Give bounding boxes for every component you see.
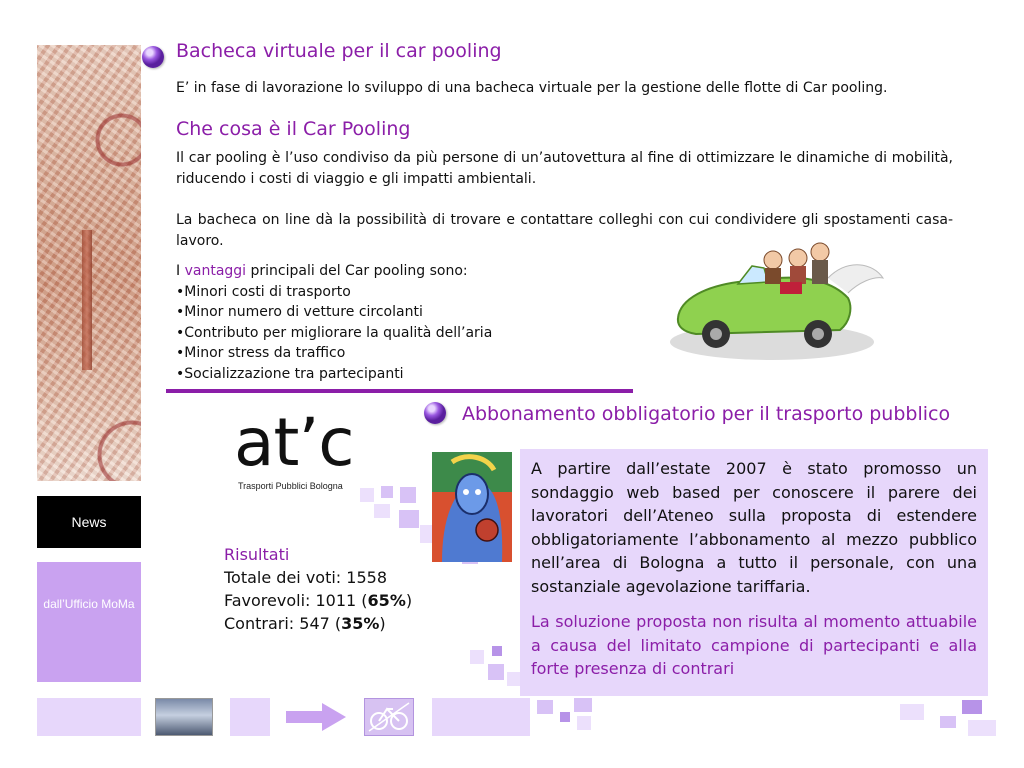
arrow-right-icon[interactable] xyxy=(286,702,346,732)
list-item: •Minori costi di trasporto xyxy=(176,283,351,300)
section2-title: Che cosa è il Car Pooling xyxy=(176,118,411,140)
bottom-strip-tile xyxy=(432,698,530,736)
decorative-square xyxy=(399,510,419,528)
advantages-list xyxy=(176,261,656,384)
advantages-heading xyxy=(176,261,656,282)
section-divider xyxy=(166,389,633,393)
against-label: Contrari: 547 ( xyxy=(224,614,342,633)
purple-sphere-icon xyxy=(424,402,446,424)
total-value: 1558 xyxy=(346,568,387,587)
decorative-square xyxy=(574,698,592,712)
list-item: •Minor stress da traffico xyxy=(176,345,346,361)
results-heading: Risultati xyxy=(224,545,290,564)
purple-sphere-icon xyxy=(142,46,164,68)
decorative-square xyxy=(507,672,521,686)
results-total xyxy=(224,566,412,589)
survey-info-box xyxy=(520,449,988,696)
advantages-keyword: vantaggi xyxy=(184,263,247,279)
decorative-square xyxy=(577,716,591,730)
decorative-square xyxy=(962,700,982,714)
decorative-square xyxy=(374,504,390,518)
decorative-square xyxy=(470,650,484,664)
list-item: •Socializzazione tra partecipanti xyxy=(176,365,404,382)
bus-thumbnail[interactable] xyxy=(155,698,213,736)
moma-label: dall’Ufficio MoMa xyxy=(43,597,135,611)
decorative-square xyxy=(492,646,502,656)
decorative-square xyxy=(560,712,570,722)
decorative-square xyxy=(537,700,553,714)
advantages-prefix: I xyxy=(176,263,185,279)
news-label: News xyxy=(71,514,107,530)
favor-pct: 65% xyxy=(367,591,406,610)
section1-title: Bacheca virtuale per il car pooling xyxy=(176,40,502,62)
total-label: Totale dei voti: xyxy=(224,568,347,587)
section3-title: Abbonamento obbligatorio per il trasporto pubblico xyxy=(462,403,951,425)
decorative-square xyxy=(488,664,504,680)
section2-para2: La bacheca on line dà la possibilità di trovare e contattare colleghi con cui condividere gli spostamenti casa-lavoro. xyxy=(176,212,953,249)
close-paren: ) xyxy=(379,614,386,633)
decorative-square xyxy=(900,704,924,720)
results-favor xyxy=(224,589,412,612)
bicycle-icon[interactable] xyxy=(364,698,414,736)
atc-logo-subtitle: Trasporti Pubblici Bologna xyxy=(238,481,343,491)
survey-results xyxy=(224,543,412,635)
decorative-square xyxy=(400,487,416,503)
tower-decoration xyxy=(82,230,92,370)
section2-para1: Il car pooling è l’uso condiviso da più persone di un’autovettura al fine di ottimizzare le dinamiche di mobilità, riducendo i costi di viaggio e gli impatti ambientali. xyxy=(176,150,953,187)
decorative-square xyxy=(381,486,393,498)
decorative-square xyxy=(968,720,996,736)
commuter-painting-image xyxy=(432,452,512,562)
news-button[interactable] xyxy=(37,496,141,548)
results-against xyxy=(224,612,412,635)
list-item: •Contributo per migliorare la qualità dell’aria xyxy=(176,324,493,341)
advantages-suffix: principali del Car pooling sono: xyxy=(246,263,468,279)
close-paren: ) xyxy=(405,591,413,610)
favor-label: Favorevoli: 1011 ( xyxy=(224,591,368,610)
decorative-square xyxy=(940,716,956,728)
list-item: •Minor numero di vetture circolanti xyxy=(176,304,423,320)
info-para2: La soluzione proposta non risulta al momento attuabile a causa del limitato campione di partecipanti e alla forte presenza di contrari xyxy=(531,612,977,678)
decorative-square xyxy=(360,488,374,502)
moma-office-button[interactable] xyxy=(37,562,141,682)
atc-logo-text: at’c xyxy=(234,404,354,481)
bottom-strip-tile xyxy=(37,698,141,736)
carpool-car-illustration xyxy=(668,238,890,366)
bottom-strip-tile xyxy=(230,698,270,736)
against-pct: 35% xyxy=(341,614,380,633)
section1-text: E’ in fase di lavorazione lo sviluppo di una bacheca virtuale per la gestione delle flotte di Car pooling. xyxy=(176,80,888,96)
info-para1: A partire dall’estate 2007 è stato promosso un sondaggio web based per conoscere il parere dei lavoratori dell’Ateneo sulla proposta di estendere obbligatoriamente l’abbonamento al mezzo pubblico nell’area di Bologna a tutto il personale, con una sostanziale agevolazione tariffaria. xyxy=(531,459,977,596)
